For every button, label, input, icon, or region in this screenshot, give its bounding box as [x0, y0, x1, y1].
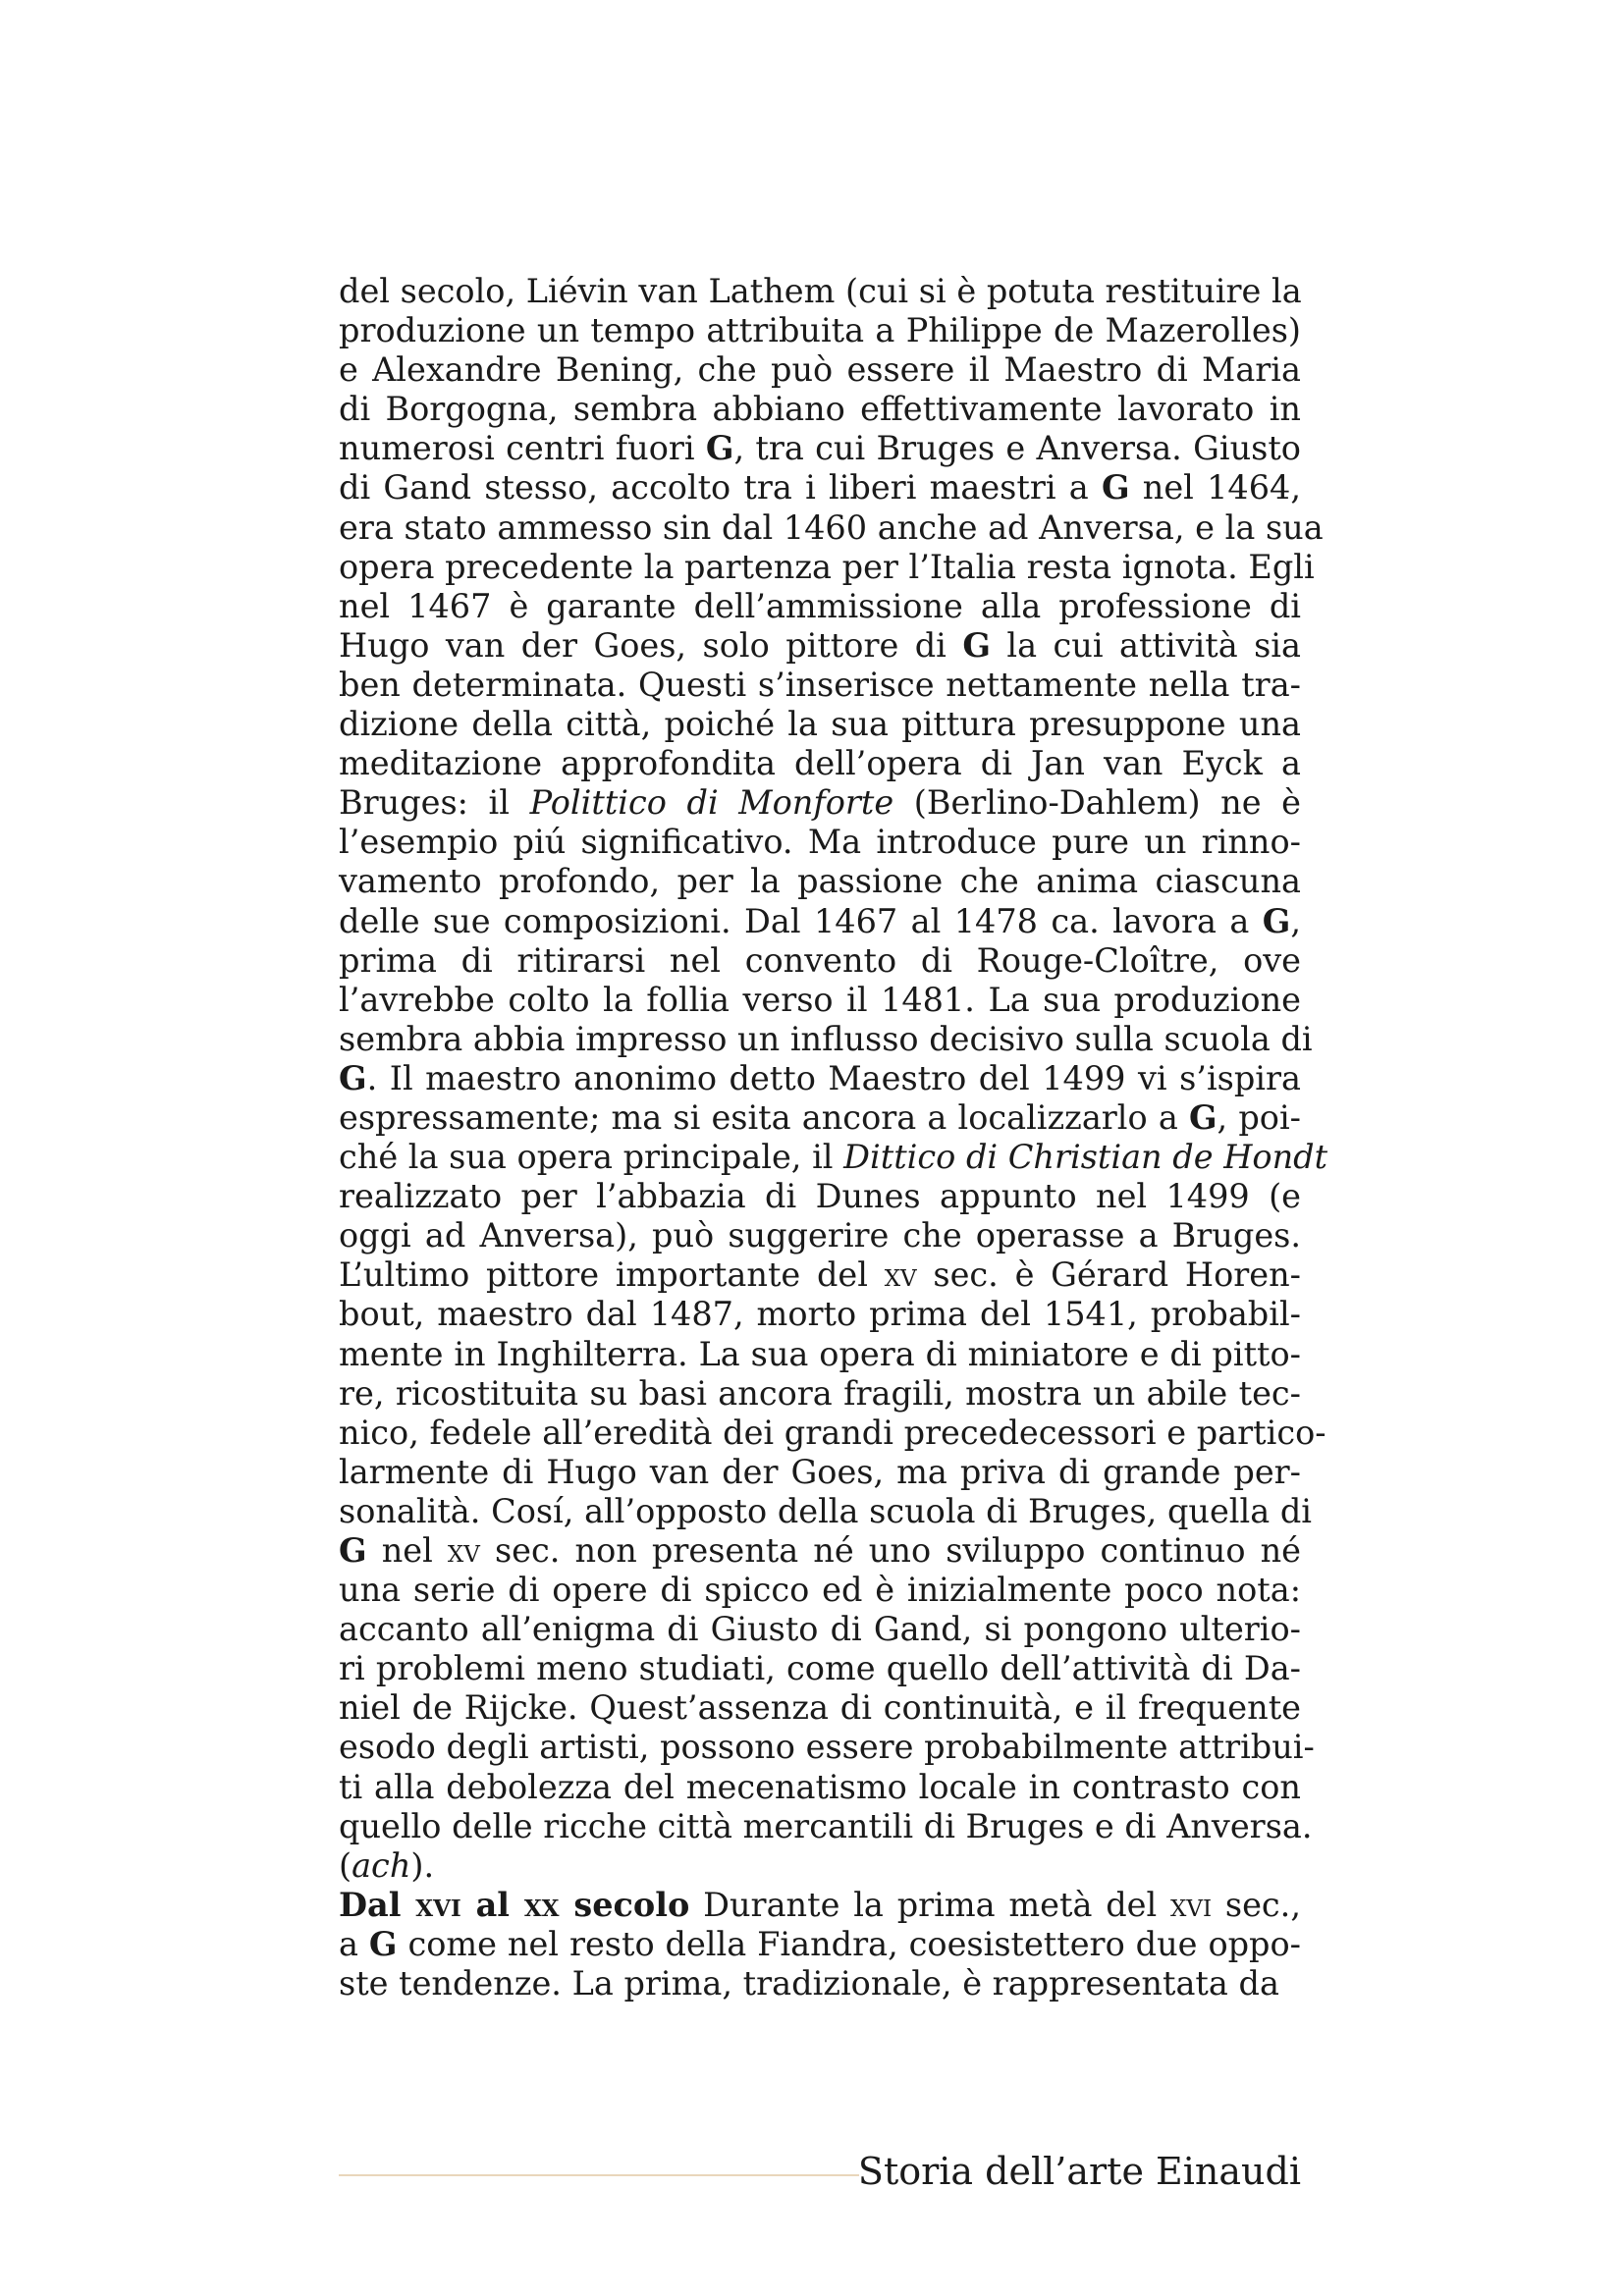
text-run-styled: Dal [339, 1885, 416, 1924]
text-line [339, 783, 1301, 823]
text-run: quello delle ricche città mercantili di Bruges e di Anversa. [339, 1806, 1313, 1845]
text-line [339, 468, 1301, 507]
text-line [339, 1216, 1301, 1255]
text-run: dizione della città, poiché la sua pittura presuppone una [339, 705, 1301, 744]
text-run-styled: G [962, 625, 991, 665]
text-line [339, 1255, 1301, 1295]
text-run: era stato ammesso sin dal 1460 anche ad Anversa, e la sua [339, 507, 1324, 547]
text-line [339, 666, 1301, 705]
text-line [339, 1571, 1301, 1610]
text-line [339, 1768, 1301, 1807]
text-run: l’avrebbe colto la follia verso il 1481. La sua produzione [339, 980, 1301, 1019]
text-line [339, 1059, 1301, 1098]
text-run: numerosi centri fuori [339, 429, 706, 468]
text-run: , tra cui Bruges e Anversa. Giusto [733, 429, 1301, 468]
text-run: meditazione approfondita dell’opera di Jan van Eyck a [339, 744, 1301, 783]
text-line [339, 1846, 1301, 1886]
text-run: oggi ad Anversa), può suggerire che operasse a Bruges. [339, 1216, 1301, 1255]
text-run: , [1290, 901, 1301, 940]
text-run: ste tendenze. La prima, tradizionale, è rappresentata da [339, 1964, 1279, 2003]
text-run: Hugo van der Goes, solo pittore di [339, 625, 963, 665]
text-line [339, 1138, 1328, 1177]
text-run-styled: Polittico di Monforte [529, 783, 894, 823]
text-line [339, 862, 1301, 901]
text-run: ti alla debolezza del mecenatismo locale in contrasto con [339, 1767, 1301, 1806]
text-line [339, 1335, 1301, 1374]
text-run-styled: G [339, 1531, 367, 1570]
text-run: di Gand stesso, accolto tra i liberi maestri a [339, 468, 1102, 507]
text-run: , poi- [1217, 1097, 1301, 1137]
text-line [339, 1688, 1301, 1728]
text-run-styled: Dittico di Christian de Hondt [843, 1138, 1328, 1177]
text-run: ché la sua opera principale, il [339, 1138, 844, 1177]
text-line [339, 1610, 1301, 1649]
text-run-styled: G [1101, 468, 1130, 507]
text-run-styled: xvi [415, 1885, 461, 1924]
text-run-styled: xv [884, 1255, 917, 1295]
text-run-styled: ach [352, 1845, 411, 1885]
text-run: mente in Inghilterra. La sua opera di miniatore e di pitto- [339, 1334, 1301, 1373]
text-line [339, 390, 1301, 429]
text-run-styled: G [705, 429, 734, 468]
text-run: sonalità. Cosí, all’opposto della scuola di Bruges, quella di [339, 1491, 1312, 1530]
text-run: bout, maestro dal 1487, morto prima del 1541, probabil- [339, 1295, 1301, 1334]
text-line [339, 311, 1301, 350]
text-line [339, 1019, 1313, 1059]
text-run: sembra abbia impresso un influsso decisivo sulla scuola di [339, 1019, 1313, 1058]
text-run: espressamente; ma si esita ancora a localizzarlo a [339, 1097, 1189, 1137]
text-line [339, 507, 1324, 548]
text-line [339, 1374, 1301, 1414]
text-run: nico, fedele all’eredità dei grandi precedecessori e partico- [339, 1413, 1326, 1452]
article-body [339, 272, 1328, 2003]
text-run: vamento profondo, per la passione che anima ciascuna [339, 862, 1301, 901]
text-run-styled: xv [447, 1531, 480, 1570]
text-run-styled: G [339, 1058, 367, 1097]
text-line [339, 1886, 1301, 1925]
text-line [339, 823, 1301, 862]
text-run: Durante la prima metà del [689, 1885, 1171, 1924]
text-line [339, 587, 1301, 626]
text-run: realizzato per l’abbazia di Dunes appunto nel 1499 (e [339, 1177, 1301, 1216]
text-line [339, 1649, 1301, 1688]
text-line [339, 1295, 1301, 1334]
text-run: esodo degli artisti, possono essere probabilmente attribui- [339, 1728, 1315, 1767]
text-line [339, 1491, 1312, 1531]
text-line [339, 705, 1301, 744]
text-run-styled: G [368, 1924, 398, 1963]
text-run: ( [339, 1845, 352, 1885]
text-run: ri problemi meno studiati, come quello dell’attività di Da- [339, 1649, 1301, 1688]
text-run: come nel resto della Fiandra, coesistettero due oppo- [397, 1924, 1301, 1963]
text-run-styled: al [460, 1885, 524, 1924]
text-run: niel de Rijcke. Quest’assenza di continuità, e il frequente [339, 1688, 1301, 1728]
text-line [339, 1453, 1301, 1492]
text-run: . Il maestro anonimo detto Maestro del 1499 vi s’ispira [366, 1058, 1301, 1097]
text-run: produzione un tempo attribuita a Philippe de Mazerolles) [339, 311, 1301, 350]
text-run: (Berlino-Dahlem) ne è [893, 783, 1301, 823]
footer-publication-title: Storia dell’arte Einaudi [857, 2150, 1301, 2193]
text-run: re, ricostituita su basi ancora fragili, mostra un abile tec- [339, 1373, 1301, 1413]
text-line [339, 1964, 1301, 2003]
text-line [339, 429, 1301, 468]
text-run: accanto all’enigma di Giusto di Gand, si pongono ulterio- [339, 1610, 1301, 1649]
text-line [339, 626, 1301, 666]
text-run-styled: G [1188, 1097, 1217, 1137]
text-run: l’esempio piú significativo. Ma introduce pure un rinno- [339, 823, 1301, 862]
text-run: nel 1464, [1129, 468, 1301, 507]
text-line [339, 1177, 1301, 1216]
text-run: opera precedente la partenza per l’Italia resta ignota. Egli [339, 547, 1315, 586]
text-run: e Alexandre Bening, che può essere il Maestro di Maria [339, 350, 1301, 390]
text-run-styled: xx [523, 1885, 560, 1924]
text-run-styled: xvi [1170, 1885, 1213, 1924]
footer-rule [339, 2174, 859, 2176]
text-run: prima di ritirarsi nel convento di Rouge-Cloître, ove [339, 940, 1301, 980]
text-line [339, 902, 1301, 941]
text-run: delle sue composizioni. Dal 1467 al 1478 ca. lavora a [339, 901, 1263, 940]
text-line [339, 1806, 1313, 1846]
text-run: ). [410, 1845, 435, 1885]
text-run-styled: secolo [559, 1885, 690, 1924]
text-run: una serie di opere di spicco ed è inizialmente poco nota: [339, 1571, 1301, 1610]
text-run: nel [366, 1531, 448, 1570]
text-line [339, 981, 1301, 1020]
text-line [339, 1531, 1301, 1571]
text-run: Bruges: il [339, 783, 530, 823]
text-run: a [339, 1924, 369, 1963]
text-line [339, 941, 1301, 981]
text-line [339, 1413, 1326, 1453]
text-line [339, 350, 1301, 390]
text-run: ben determinata. Questi s’inserisce nettamente nella tra- [339, 665, 1301, 704]
text-run: del secolo, Liévin van Lathem (cui si è potuta restituire la [339, 272, 1302, 310]
text-line [339, 1098, 1301, 1138]
text-line [339, 1925, 1301, 1964]
text-run: la cui attività sia [990, 625, 1301, 665]
text-run: di Borgogna, sembra abbiano effettivamente lavorato in [339, 390, 1301, 429]
text-run: larmente di Hugo van der Goes, ma priva di grande per- [339, 1452, 1301, 1491]
text-run: nel 1467 è garante dell’ammissione alla professione di [339, 586, 1301, 625]
text-run: sec. non presenta né uno sviluppo continuo né [479, 1531, 1301, 1570]
text-run: sec., [1212, 1885, 1301, 1924]
text-line [339, 1728, 1315, 1767]
text-line [339, 744, 1301, 783]
text-run-styled: G [1262, 901, 1291, 940]
text-run: sec. è Gérard Horen- [916, 1255, 1302, 1295]
text-run: L’ultimo pittore importante del [339, 1255, 885, 1295]
text-line [339, 272, 1301, 311]
text-line [339, 547, 1315, 587]
